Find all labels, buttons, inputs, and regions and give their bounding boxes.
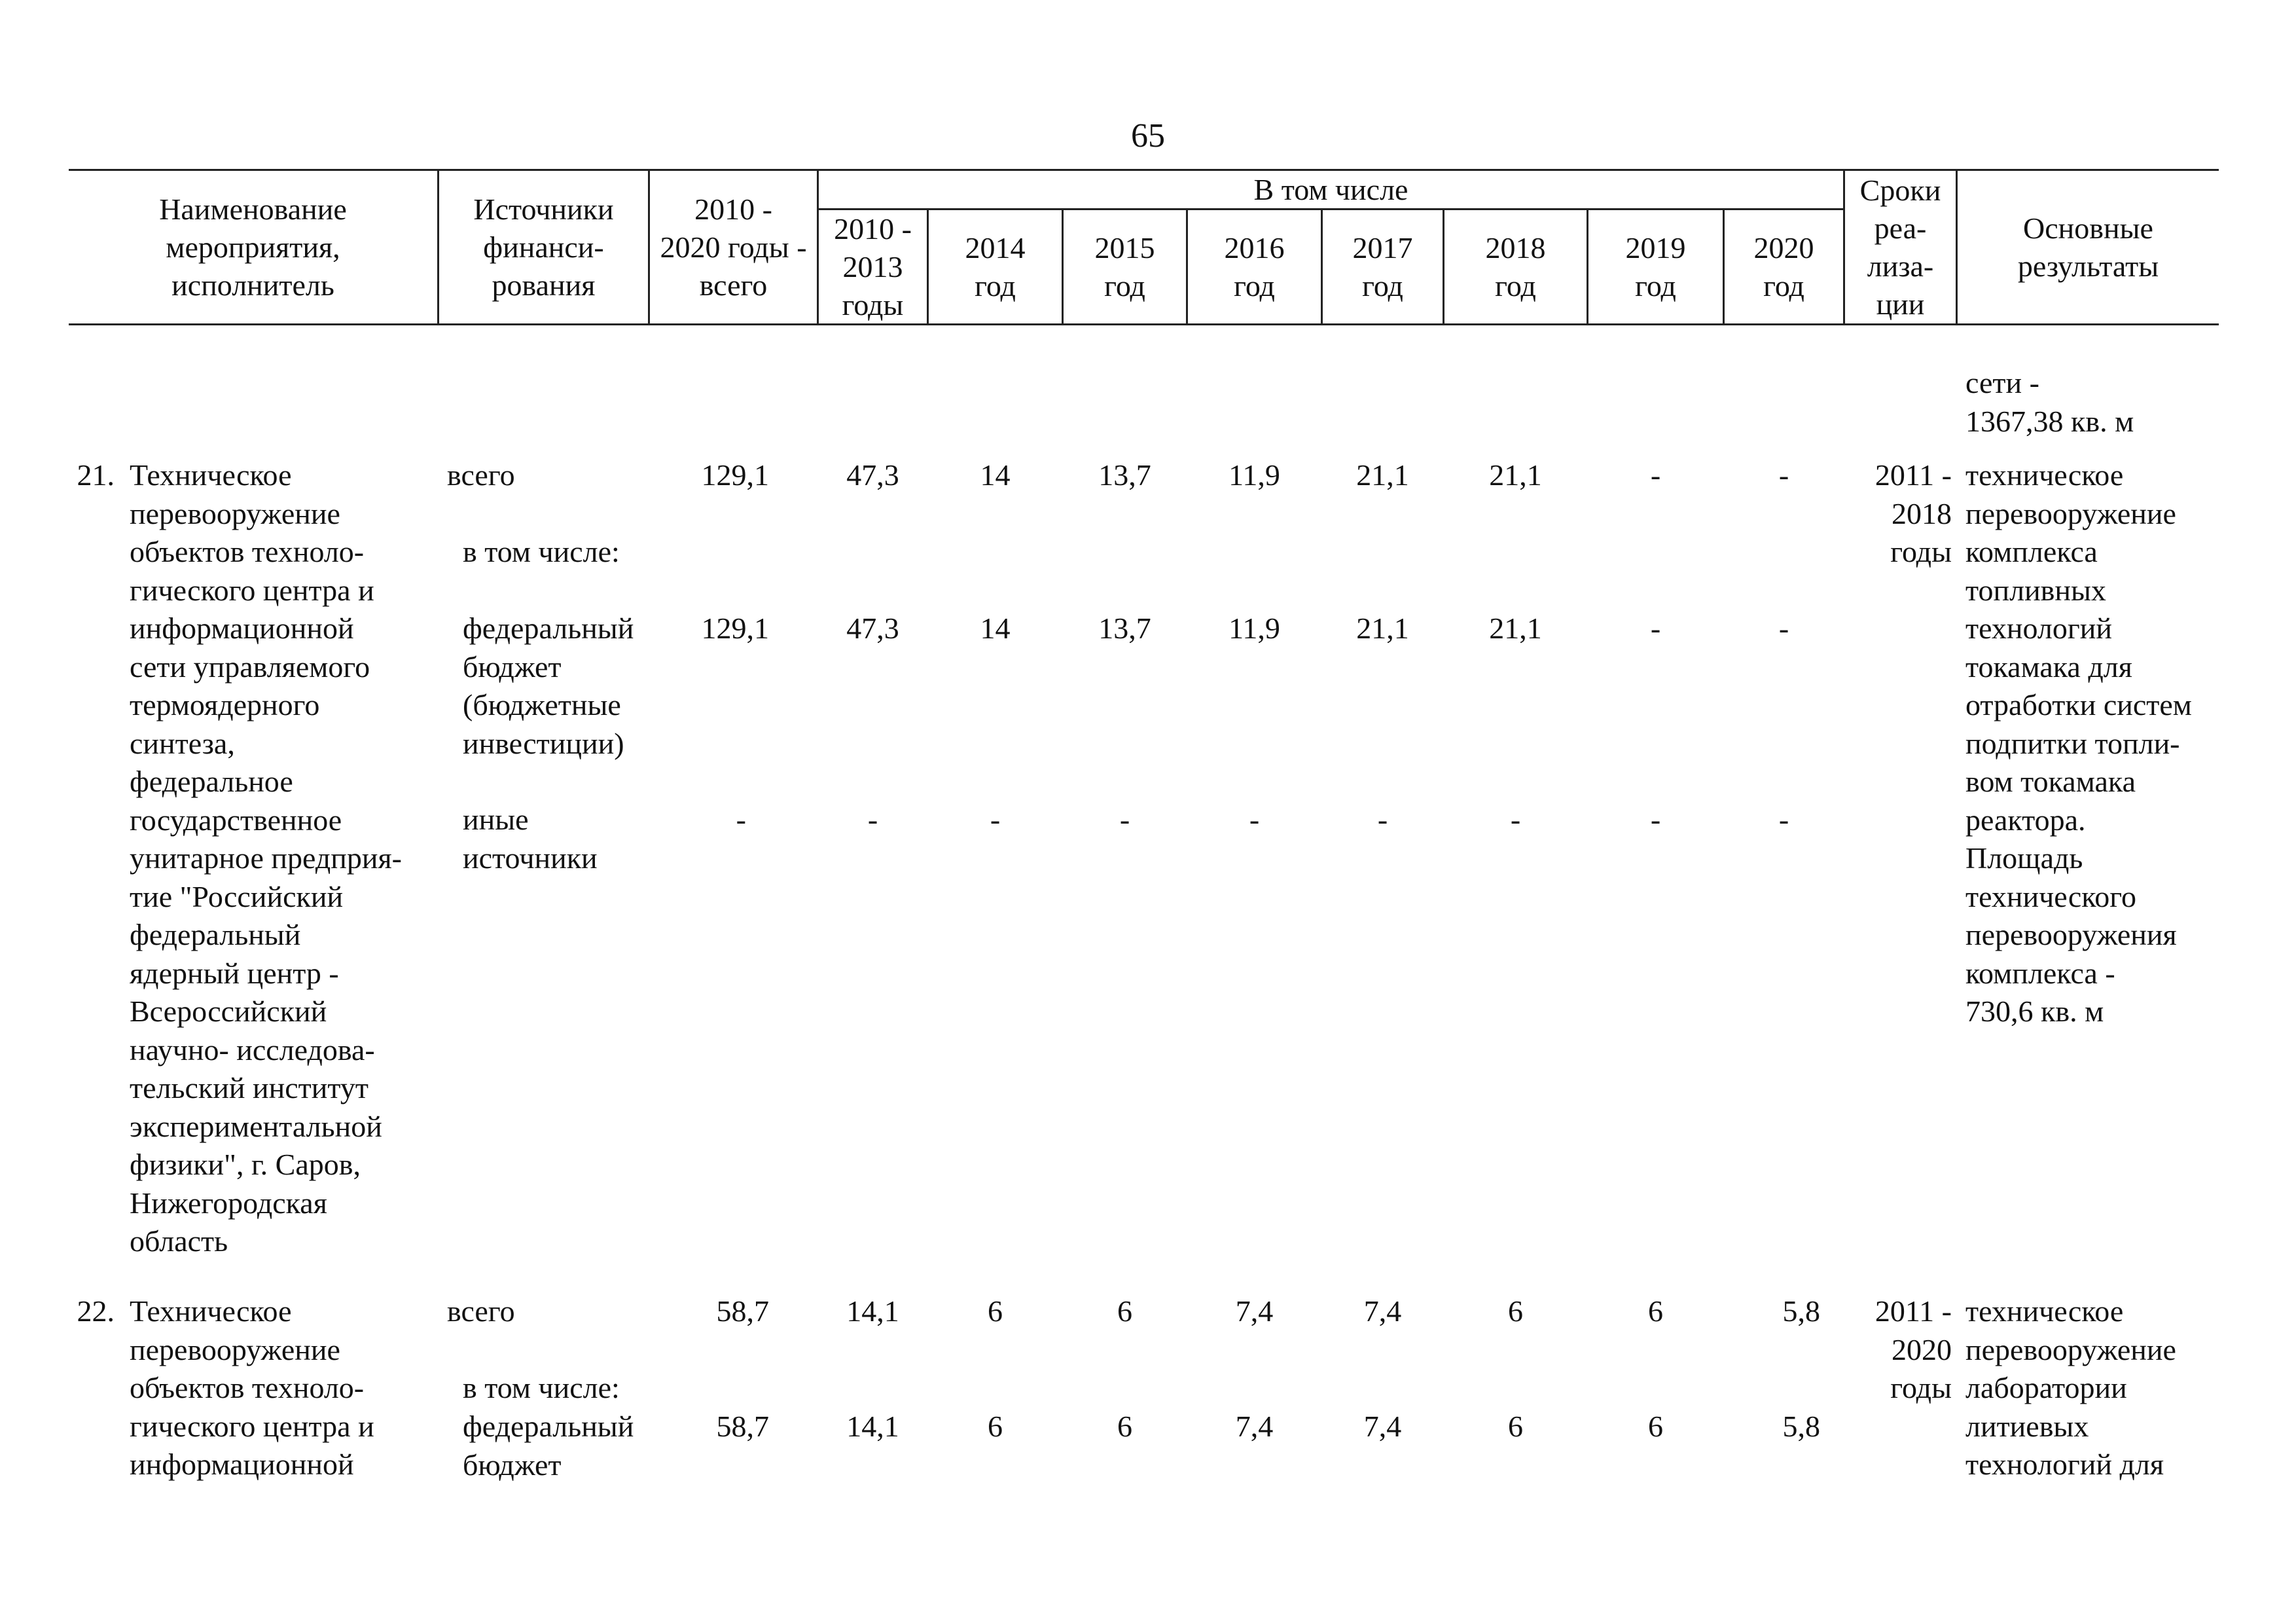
- header-sources: Источники финанси- рования: [473, 192, 614, 302]
- value-2020: 5,8: [1782, 1410, 1820, 1443]
- value-total: 129,1: [701, 458, 769, 492]
- value-2014: 14: [980, 611, 1011, 645]
- header-col-2016: 2016 год: [1224, 230, 1285, 302]
- value-2020: -: [1778, 611, 1789, 645]
- value-2010-2013: 47,3: [846, 611, 899, 645]
- value-2014: -: [990, 803, 1001, 836]
- value-2015: 13,7: [1098, 611, 1151, 645]
- item-terms: 2011 - 2020 годы: [1874, 1294, 1952, 1404]
- source-label: в том числе:: [463, 1371, 620, 1404]
- value-2019: -: [1650, 458, 1661, 492]
- page-number: 65: [1131, 117, 1165, 155]
- value-2017: 7,4: [1363, 1410, 1402, 1443]
- item-number: 21.: [77, 458, 115, 492]
- value-total: 129,1: [701, 611, 769, 645]
- value-2010-2013: 47,3: [846, 458, 899, 492]
- source-label: всего: [447, 1294, 515, 1328]
- value-2016: 11,9: [1229, 611, 1280, 645]
- value-2015: 6: [1117, 1294, 1132, 1328]
- value-2015: -: [1119, 803, 1130, 836]
- value-2019: -: [1650, 803, 1661, 836]
- value-2018: -: [1510, 803, 1521, 836]
- value-2014: 6: [988, 1294, 1003, 1328]
- header-name: Наименование мероприятия, исполнитель: [159, 192, 347, 302]
- value-2018: 21,1: [1489, 611, 1542, 645]
- header-col-2010-2013: 2010 - 2013 годы: [834, 211, 912, 321]
- header-col-2017: 2017 год: [1352, 230, 1413, 302]
- value-2010-2013: 14,1: [846, 1294, 899, 1328]
- value-2016: 7,4: [1235, 1294, 1274, 1328]
- value-2010-2013: 14,1: [846, 1410, 899, 1443]
- value-2017: -: [1377, 803, 1388, 836]
- value-2015: 13,7: [1098, 458, 1151, 492]
- value-2015: 6: [1117, 1410, 1132, 1443]
- value-2014: 6: [988, 1410, 1003, 1443]
- value-2014: 14: [980, 458, 1011, 492]
- header-including: В том числе: [1253, 172, 1408, 206]
- item-name: Техническое перевооружение объектов техноло- гического центра и информационной: [130, 1294, 374, 1481]
- header-col-2020: 2020 год: [1753, 230, 1814, 302]
- source-label: всего: [447, 458, 515, 492]
- source-label: федеральный бюджет (бюджетные инвестиции): [463, 611, 634, 760]
- value-total: 58,7: [716, 1294, 769, 1328]
- header-results: Основные результаты: [2017, 211, 2159, 283]
- value-2016: 11,9: [1229, 458, 1280, 492]
- value-2010-2013: -: [867, 803, 878, 836]
- item-number: 22.: [77, 1294, 115, 1328]
- value-2017: 21,1: [1356, 458, 1409, 492]
- value-total: -: [736, 803, 746, 836]
- source-label: федеральный бюджет: [463, 1410, 634, 1482]
- value-2017: 21,1: [1356, 611, 1409, 645]
- value-2016: -: [1249, 803, 1260, 836]
- value-2019: 6: [1648, 1294, 1663, 1328]
- header-col-2015: 2015 год: [1094, 230, 1155, 302]
- value-2017: 7,4: [1363, 1294, 1402, 1328]
- value-2020: -: [1778, 803, 1789, 836]
- carryover-result: сети - 1367,38 кв. м: [1965, 366, 2134, 438]
- header-terms: Сроки реа- лиза- ции: [1859, 173, 1941, 321]
- item-results: техническое перевооружение комплекса топливных технологий токамака для отработки систем подпитки топли- вом токамака реактора. Площадь технического перевооружения комплекса - 730,6 кв. м: [1965, 458, 2192, 1028]
- item-terms: 2011 - 2018 годы: [1874, 458, 1952, 568]
- source-label: в том числе:: [463, 535, 620, 568]
- item-name: Техническое перевооружение объектов техноло- гического центра и информационной сети управляемого термоядерного синтеза, федеральное государственное унитарное предприя- тие "Российский федеральный ядерный центр - Всероссийский научно- исследова- тельский институт экспериментальной физики", г. Саров, Нижегородская область: [130, 458, 402, 1258]
- value-2016: 7,4: [1235, 1410, 1274, 1443]
- item-results: техническое перевооружение лаборатории литиевых технологий для: [1965, 1294, 2176, 1481]
- header-col-2019: 2019 год: [1625, 230, 1686, 302]
- value-2019: 6: [1648, 1410, 1663, 1443]
- value-2019: -: [1650, 611, 1661, 645]
- value-total: 58,7: [716, 1410, 769, 1443]
- value-2020: -: [1778, 458, 1789, 492]
- source-label: иные источники: [463, 803, 598, 875]
- value-2020: 5,8: [1782, 1294, 1820, 1328]
- value-2018: 6: [1508, 1294, 1523, 1328]
- value-2018: 21,1: [1489, 458, 1542, 492]
- header-col-2014: 2014 год: [965, 230, 1026, 302]
- header-col-2018: 2018 год: [1485, 230, 1546, 302]
- header-total: 2010 - 2020 годы - всего: [660, 192, 807, 302]
- value-2018: 6: [1508, 1410, 1523, 1443]
